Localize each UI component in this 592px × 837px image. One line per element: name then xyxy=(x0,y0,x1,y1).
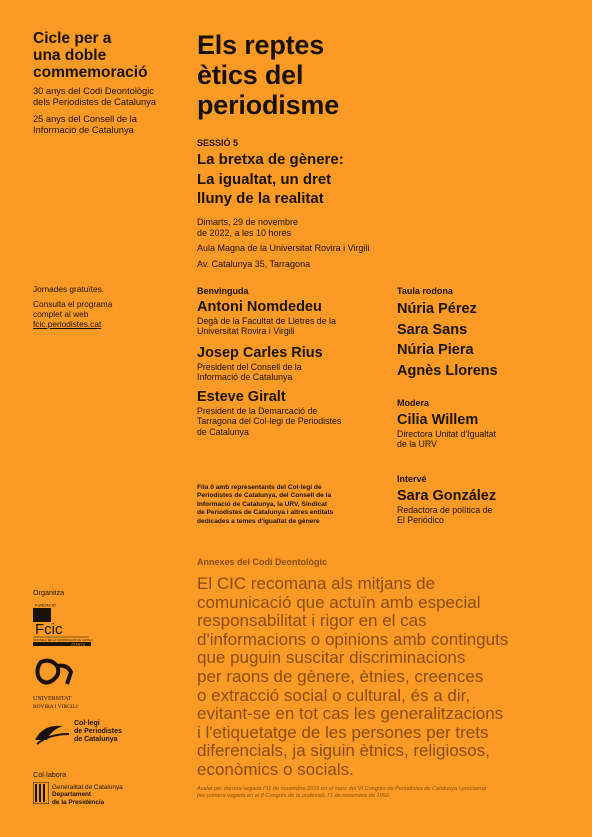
cycle-subtitle-1 xyxy=(33,86,183,108)
speaker-role-line: de Catalunya xyxy=(197,426,249,437)
panelist-name: Núria Piera xyxy=(397,342,474,358)
cycle-title xyxy=(33,30,183,81)
annex-footnote xyxy=(197,786,557,800)
main-title-line: periodisme xyxy=(197,90,340,120)
main-title-line: ètics del xyxy=(197,60,304,90)
speaker xyxy=(397,488,557,526)
program-note-line: Consulta el programa xyxy=(33,299,113,309)
cycle-subtitle-line: dels Periodistes de Catalunya xyxy=(33,96,156,107)
cycle-subtitle-line: 30 anys del Codi Deontològic xyxy=(33,86,154,96)
annex-line: i l'etiquetatge de les persones per trets xyxy=(197,722,489,742)
cycle-title-line: commemoració xyxy=(33,64,148,81)
moderator-role-line: de la URV xyxy=(397,439,437,450)
row-zero-note xyxy=(197,484,367,526)
organizes-label: Organitza xyxy=(33,588,65,597)
main-title-line: Els reptes xyxy=(197,30,325,60)
speaker-role-line: Universitat Rovira i Virgili xyxy=(197,326,295,337)
speaker-role-line: El Periódico xyxy=(397,515,444,526)
session-title-line: lluny de la realitat xyxy=(197,190,324,207)
cycle-subtitle-2 xyxy=(33,114,183,136)
collaborates-label: Col·labora xyxy=(33,770,67,779)
welcome-label: Benvinguda xyxy=(197,286,249,296)
annex-line: que puguin suscitar discriminacions xyxy=(197,648,466,668)
moderator xyxy=(397,412,557,450)
annex-title: Annexes del Codi Deontològic xyxy=(197,557,328,567)
annex-line: diferencials, ja siguin ètnics, religiosos, xyxy=(197,741,490,761)
speaker-name: Josep Carles Rius xyxy=(197,345,323,361)
speaker-name: Esteve Giralt xyxy=(197,389,286,405)
annex-line: d'informacions o opinions amb continguts xyxy=(197,629,509,649)
free-admission-note: Jornades gratuïtes. xyxy=(33,284,105,294)
generalitat-line: Generalitat de Catalunya xyxy=(52,784,123,791)
annex-text xyxy=(197,575,567,780)
speaker-name: Sara González xyxy=(397,488,497,504)
annex-line: El CIC recomana als mitjans de xyxy=(197,574,436,593)
annex-line: evitant-se en tot cas les generalitzacions xyxy=(197,704,504,724)
col-legi-name xyxy=(74,720,122,744)
generalitat-name xyxy=(52,784,123,806)
row-zero-line: Informació de Catalunya, la URV, Sindicat xyxy=(197,500,328,508)
main-title xyxy=(197,30,497,120)
panelist-name: Núria Pérez xyxy=(397,301,477,317)
session-place: Aula Magna de la Universitat Rovira i Virgili xyxy=(197,243,370,253)
session-address: Av. Catalunya 35, Tarragona xyxy=(197,259,311,269)
fcic-subtitle: CONSELL DE LA INFORMACIÓ DE CATALUNYA xyxy=(33,638,93,642)
speaker-label: Intervé xyxy=(397,474,427,484)
row-zero-line: dedicades a temes d'igualtat de gènere xyxy=(197,517,320,525)
session-title-line: La bretxa de gènere: xyxy=(197,151,344,168)
row-zero-line: de Periodistes de Catalunya i altres entitats xyxy=(197,509,334,517)
speaker-role-line: Redactora de política de xyxy=(397,505,493,515)
cycle-title-line: una doble xyxy=(33,47,107,64)
cycle-subtitle-line: Informació de Catalunya xyxy=(33,124,134,135)
session-date-line: de 2022, a les 10 hores xyxy=(197,228,292,238)
round-table-names xyxy=(397,299,557,381)
moderator-role-line: Directora Unitat d'Igualtat xyxy=(397,429,496,439)
footnote-line: per primera vegada en el II Congrés de la professió, l'1 de novembre de 1992. xyxy=(197,793,391,800)
row-zero-line: Fila 0 amb representants del Col·legi de xyxy=(197,484,322,491)
moderator-label: Modera xyxy=(397,398,430,408)
cycle-subtitle-line: 25 anys del Consell de la xyxy=(33,114,137,124)
session-title-line: La igualtat, un dret xyxy=(197,170,332,188)
welcome-speaker xyxy=(197,345,387,383)
speaker-role-line: President de la Demarcació de xyxy=(197,406,318,416)
urv-name-line: ROVIRA I VIRGILI xyxy=(33,704,78,710)
speaker-role-line: Informació de Catalunya xyxy=(197,372,293,383)
fcic-years: 25 ANYS xyxy=(71,642,85,646)
footnote-line: Avalat per darrera vegada l'11 de novembre 2016 en el marc del VI Congrés de Periodistes de Catalunya i proclamat xyxy=(197,786,487,792)
session-date xyxy=(197,217,497,239)
fcic-letters: Fcic xyxy=(35,621,63,638)
welcome-speaker xyxy=(197,299,387,337)
program-note-line: complet al web xyxy=(33,309,89,319)
annex-line: comunicació que actuïn amb especial xyxy=(197,592,481,612)
panelist-name: Agnès Llorens xyxy=(397,362,498,379)
speaker-name: Antoni Nomdedeu xyxy=(197,299,322,315)
speaker-role-line: Degà de la Facultat de Lletres de la xyxy=(197,316,336,326)
speaker-role-line: Tarragona del Col·legi de Periodistes xyxy=(197,416,342,427)
col-legi-line: de Catalunya xyxy=(74,736,118,743)
generalitat-line: Departament xyxy=(52,791,92,799)
annex-line: per raons de gènere, ètnies, creences xyxy=(197,666,484,686)
welcome-speaker xyxy=(197,389,387,437)
moderator-name: Cilia Willem xyxy=(397,412,479,428)
fcic-logo xyxy=(33,602,93,646)
row-zero-line: Periodistes de Catalunya, del Consell de la xyxy=(197,492,332,500)
session-date-line: Dimarts, 29 de novembre xyxy=(197,217,299,227)
fcic-small-text: FUNDACIÓ xyxy=(35,602,56,608)
program-note xyxy=(33,299,183,329)
session-number: SESSIÓ 5 xyxy=(197,138,239,148)
generalitat-line: de la Presidència xyxy=(52,798,105,806)
panelist-name: Sara Sans xyxy=(397,321,468,338)
session-title xyxy=(197,150,457,209)
annex-line: econòmics o socials. xyxy=(197,759,354,779)
annex-line: responsabilitat i rigor en el cas xyxy=(197,611,427,631)
col-legi-line: Col·legi xyxy=(74,720,100,727)
program-link[interactable]: fcic.periodistes.cat xyxy=(33,319,102,329)
urv-name-line: UNIVERSITAT xyxy=(33,696,72,702)
speaker-role-line: President del Consell de la xyxy=(197,362,302,372)
urv-logo xyxy=(33,658,85,710)
annex-line: o extracció social o cultural, és a dir, xyxy=(197,685,471,705)
cycle-title-line: Cicle per a xyxy=(33,30,112,47)
col-legi-line: de Periodistes xyxy=(74,728,122,735)
round-table-label: Taula rodona xyxy=(397,286,453,296)
